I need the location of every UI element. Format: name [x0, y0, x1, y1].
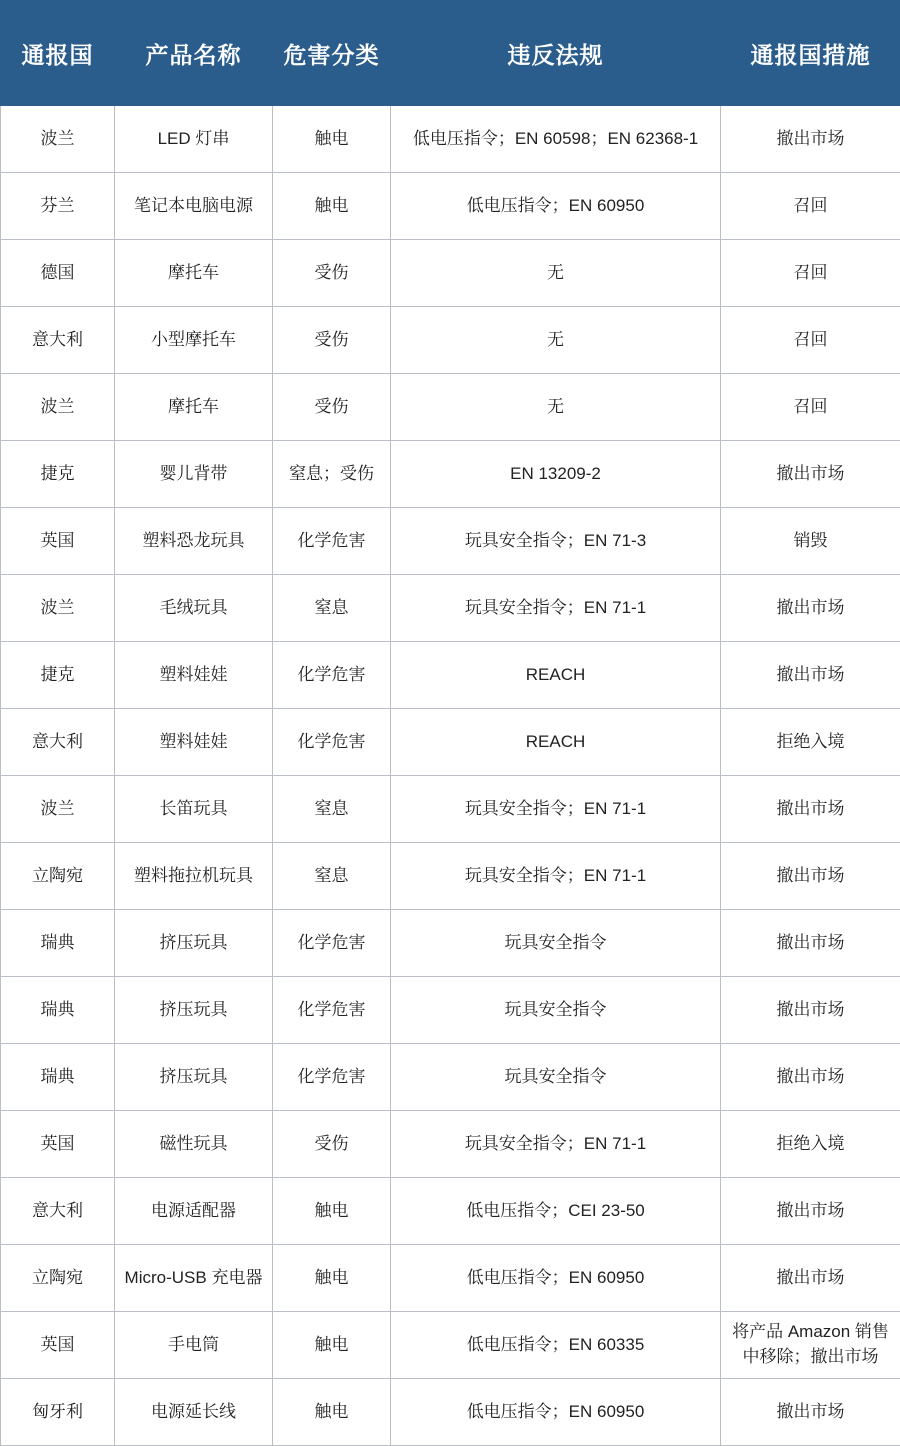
cell-regulation: 无: [391, 374, 721, 441]
cell-regulation: 低电压指令；EN 60335: [391, 1312, 721, 1379]
cell-country: 意大利: [1, 307, 115, 374]
table-row: [1, 977, 900, 1044]
cell-hazard: 窒息: [273, 843, 391, 910]
cell-measure: 将产品 Amazon 销售中移除；撤出市场: [721, 1312, 900, 1379]
table-row: [1, 575, 900, 642]
cell-country: 瑞典: [1, 1044, 115, 1111]
table-row: [1, 910, 900, 977]
cell-product: 小型摩托车: [115, 307, 273, 374]
cell-country: 英国: [1, 1111, 115, 1178]
cell-product: 塑料娃娃: [115, 642, 273, 709]
cell-product: 挤压玩具: [115, 910, 273, 977]
cell-hazard: 受伤: [273, 240, 391, 307]
cell-hazard: 触电: [273, 173, 391, 240]
table-row: [1, 642, 900, 709]
cell-product: 毛绒玩具: [115, 575, 273, 642]
table-row: [1, 1245, 900, 1312]
cell-measure: 撤出市场: [721, 910, 900, 977]
cell-measure: 拒绝入境: [721, 1111, 900, 1178]
cell-country: 意大利: [1, 709, 115, 776]
cell-measure: 召回: [721, 173, 900, 240]
cell-regulation: 玩具安全指令: [391, 1044, 721, 1111]
cell-hazard: 触电: [273, 1312, 391, 1379]
cell-country: 意大利: [1, 1178, 115, 1245]
cell-measure: 召回: [721, 374, 900, 441]
cell-country: 波兰: [1, 575, 115, 642]
table-row: [1, 1178, 900, 1245]
cell-product: 手电筒: [115, 1312, 273, 1379]
cell-hazard: 化学危害: [273, 508, 391, 575]
table-header-row: [1, 1, 900, 106]
cell-regulation: 低电压指令；EN 60950: [391, 1379, 721, 1446]
cell-product: 摩托车: [115, 240, 273, 307]
column-header-product: 产品名称: [115, 1, 273, 106]
cell-hazard: 化学危害: [273, 642, 391, 709]
cell-hazard: 触电: [273, 1178, 391, 1245]
cell-regulation: REACH: [391, 709, 721, 776]
cell-hazard: 受伤: [273, 374, 391, 441]
table-row: [1, 776, 900, 843]
cell-regulation: 玩具安全指令；EN 71-1: [391, 1111, 721, 1178]
cell-product: Micro-USB 充电器: [115, 1245, 273, 1312]
cell-measure: 撤出市场: [721, 1178, 900, 1245]
cell-regulation: 玩具安全指令；EN 71-1: [391, 776, 721, 843]
table-header: [1, 1, 900, 106]
cell-country: 匈牙利: [1, 1379, 115, 1446]
cell-hazard: 窒息；受伤: [273, 441, 391, 508]
cell-hazard: 化学危害: [273, 1044, 391, 1111]
cell-measure: 撤出市场: [721, 642, 900, 709]
cell-product: 塑料娃娃: [115, 709, 273, 776]
table-row: [1, 307, 900, 374]
cell-regulation: 玩具安全指令: [391, 910, 721, 977]
column-header-hazard: 危害分类: [273, 1, 391, 106]
cell-product: 电源延长线: [115, 1379, 273, 1446]
table-row: [1, 240, 900, 307]
table-row: [1, 173, 900, 240]
cell-hazard: 触电: [273, 1379, 391, 1446]
cell-measure: 撤出市场: [721, 441, 900, 508]
cell-hazard: 受伤: [273, 307, 391, 374]
table-body: [1, 106, 900, 1446]
cell-country: 立陶宛: [1, 1245, 115, 1312]
table-row: [1, 508, 900, 575]
cell-country: 英国: [1, 508, 115, 575]
table-row: [1, 1111, 900, 1178]
cell-country: 瑞典: [1, 910, 115, 977]
cell-product: 电源适配器: [115, 1178, 273, 1245]
cell-regulation: 玩具安全指令: [391, 977, 721, 1044]
cell-product: 笔记本电脑电源: [115, 173, 273, 240]
cell-regulation: REACH: [391, 642, 721, 709]
cell-measure: 召回: [721, 240, 900, 307]
table-row: [1, 709, 900, 776]
table-row: [1, 843, 900, 910]
cell-product: 磁性玩具: [115, 1111, 273, 1178]
cell-product: 塑料拖拉机玩具: [115, 843, 273, 910]
table-row: [1, 106, 900, 173]
cell-product: 挤压玩具: [115, 977, 273, 1044]
cell-measure: 撤出市场: [721, 575, 900, 642]
cell-measure: 撤出市场: [721, 106, 900, 173]
cell-country: 立陶宛: [1, 843, 115, 910]
cell-regulation: 低电压指令；EN 60598；EN 62368-1: [391, 106, 721, 173]
cell-measure: 撤出市场: [721, 977, 900, 1044]
table-row: [1, 441, 900, 508]
cell-hazard: 窒息: [273, 575, 391, 642]
cell-measure: 撤出市场: [721, 1044, 900, 1111]
cell-regulation: 无: [391, 307, 721, 374]
cell-hazard: 触电: [273, 106, 391, 173]
cell-country: 德国: [1, 240, 115, 307]
cell-country: 瑞典: [1, 977, 115, 1044]
column-header-measure: 通报国措施: [721, 1, 900, 106]
cell-hazard: 窒息: [273, 776, 391, 843]
cell-product: 挤压玩具: [115, 1044, 273, 1111]
column-header-regulation: 违反法规: [391, 1, 721, 106]
cell-product: LED 灯串: [115, 106, 273, 173]
table-row: [1, 374, 900, 441]
cell-product: 塑料恐龙玩具: [115, 508, 273, 575]
cell-measure: 撤出市场: [721, 776, 900, 843]
table-row: [1, 1312, 900, 1379]
cell-hazard: 化学危害: [273, 709, 391, 776]
cell-regulation: 无: [391, 240, 721, 307]
cell-measure: 撤出市场: [721, 843, 900, 910]
cell-country: 英国: [1, 1312, 115, 1379]
cell-regulation: 玩具安全指令；EN 71-1: [391, 575, 721, 642]
cell-country: 捷克: [1, 441, 115, 508]
cell-regulation: 低电压指令；CEI 23-50: [391, 1178, 721, 1245]
cell-country: 捷克: [1, 642, 115, 709]
cell-regulation: 低电压指令；EN 60950: [391, 1245, 721, 1312]
cell-product: 长笛玩具: [115, 776, 273, 843]
cell-hazard: 化学危害: [273, 977, 391, 1044]
cell-regulation: 玩具安全指令；EN 71-1: [391, 843, 721, 910]
cell-regulation: 玩具安全指令；EN 71-3: [391, 508, 721, 575]
cell-measure: 拒绝入境: [721, 709, 900, 776]
cell-product: 婴儿背带: [115, 441, 273, 508]
cell-country: 波兰: [1, 776, 115, 843]
cell-regulation: EN 13209-2: [391, 441, 721, 508]
table-row: [1, 1379, 900, 1446]
cell-measure: 撤出市场: [721, 1379, 900, 1446]
cell-product: 摩托车: [115, 374, 273, 441]
cell-country: 波兰: [1, 106, 115, 173]
cell-hazard: 受伤: [273, 1111, 391, 1178]
cell-regulation: 低电压指令；EN 60950: [391, 173, 721, 240]
cell-country: 芬兰: [1, 173, 115, 240]
table-row: [1, 1044, 900, 1111]
cell-measure: 撤出市场: [721, 1245, 900, 1312]
cell-hazard: 触电: [273, 1245, 391, 1312]
cell-measure: 召回: [721, 307, 900, 374]
column-header-country: 通报国: [1, 1, 115, 106]
cell-measure: 销毁: [721, 508, 900, 575]
cell-country: 波兰: [1, 374, 115, 441]
cell-hazard: 化学危害: [273, 910, 391, 977]
